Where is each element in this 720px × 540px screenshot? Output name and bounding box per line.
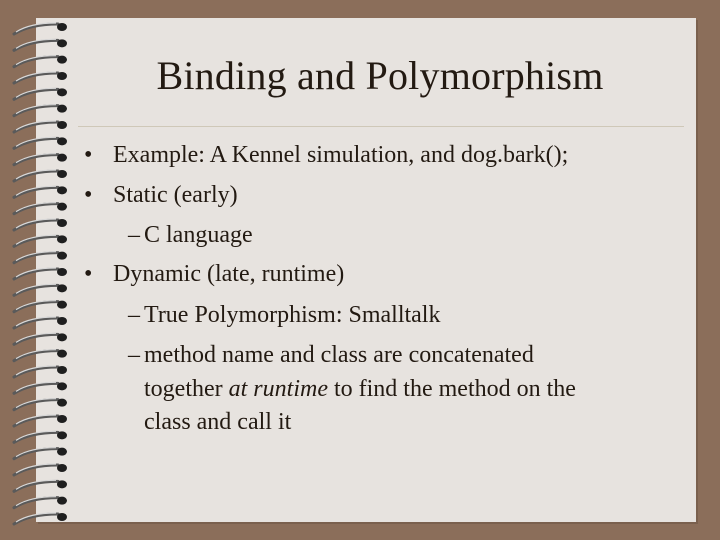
bullet-marker: • xyxy=(84,261,93,287)
continuation-after: to find the method on the xyxy=(327,376,576,402)
continuation-before: together xyxy=(144,376,229,402)
sub-bullet-c-language: C language xyxy=(144,222,253,248)
slide-title: Binding and Polymorphism xyxy=(156,53,604,98)
bullet-dynamic: Dynamic (late, runtime) xyxy=(113,261,345,287)
sub-bullet-marker: – xyxy=(128,342,140,368)
bullet-static: Static (early) xyxy=(113,182,238,208)
sub-bullet-marker: – xyxy=(128,222,140,248)
sub-bullet-marker: – xyxy=(128,302,140,328)
sub-bullet-true-polymorphism: True Polymorphism: Smalltalk xyxy=(144,302,441,328)
bullet-marker: • xyxy=(84,182,93,208)
sub-bullet-continuation xyxy=(144,375,576,403)
bullet-marker: • xyxy=(84,142,93,168)
bullet-example: Example: A Kennel simulation, and dog.bark(); xyxy=(113,142,569,168)
continuation-emphasis: at runtime xyxy=(228,376,328,402)
sub-bullet-continuation-end: class and call it xyxy=(144,409,292,435)
sub-bullet-method-name: method name and class are concatenated xyxy=(144,342,534,368)
